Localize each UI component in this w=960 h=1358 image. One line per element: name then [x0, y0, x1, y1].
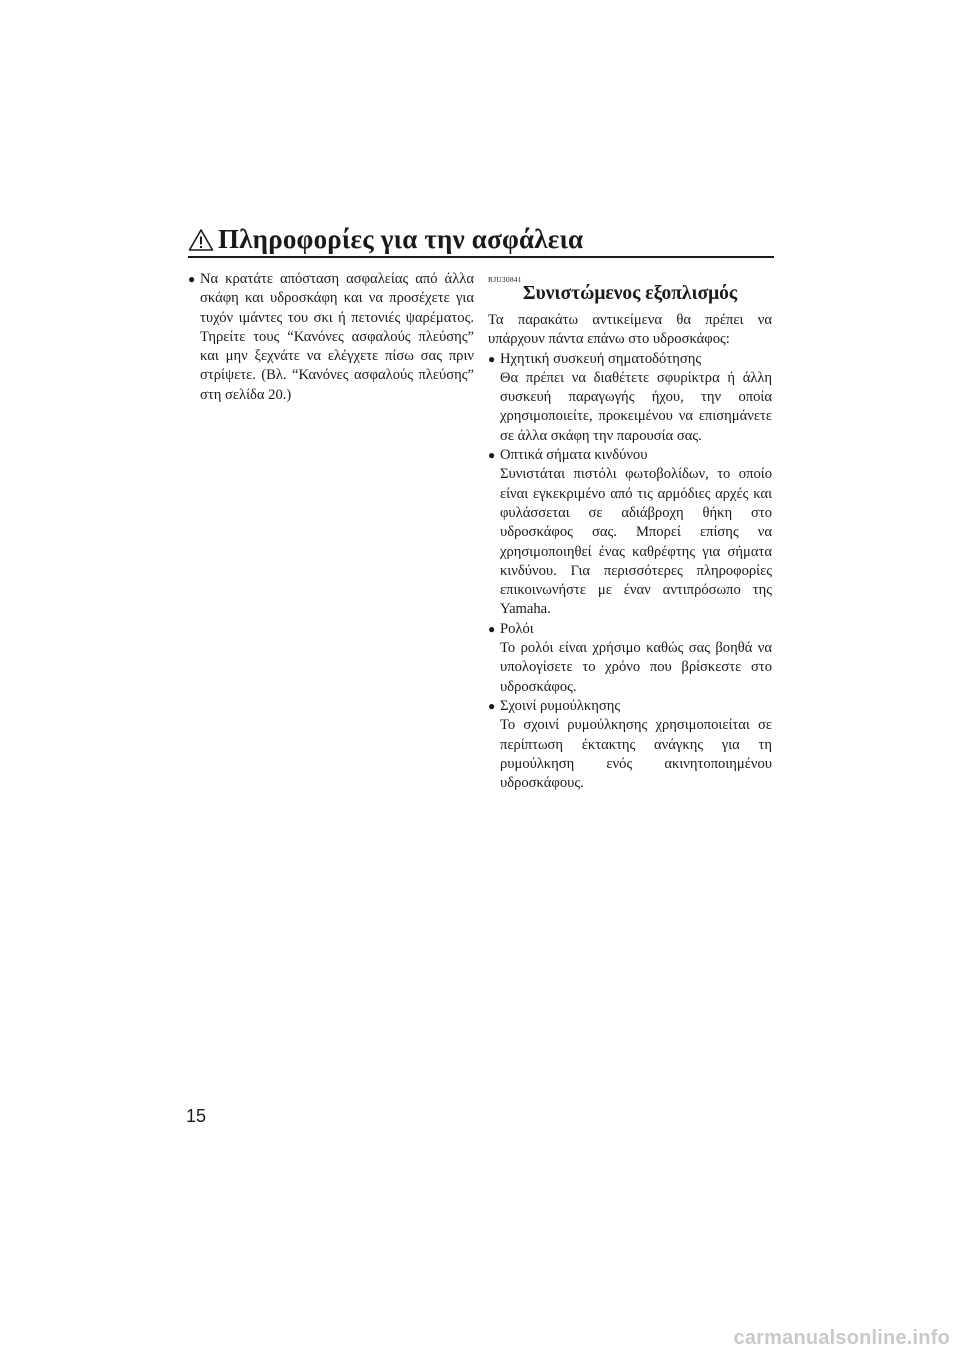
warning-triangle-icon	[188, 228, 214, 252]
bullet-icon: ●	[488, 698, 496, 713]
bullet-icon: ●	[488, 351, 496, 366]
equipment-item-watch	[488, 620, 772, 697]
item-title: Ηχητική συσκευή σηματοδότησης	[500, 350, 702, 367]
page-header	[188, 224, 774, 258]
equipment-item-tow-rope	[488, 697, 772, 793]
equipment-item-sound-device	[488, 350, 772, 446]
section-code: RJU30841	[488, 275, 522, 284]
page-title: Πληροφορίες για την ασφάλεια	[218, 224, 584, 254]
item-title: Ρολόι	[500, 620, 534, 637]
watermark: carmanualsonline.info	[733, 1327, 950, 1349]
section-intro: Τα παρακάτω αντικείμενα θα πρέπει να υπάρχουν πάντα επάνω στο υδροσκάφος:	[488, 312, 772, 348]
page-number: 15	[186, 1106, 207, 1126]
item-body: Συνιστάται πιστόλι φωτοβολίδων, το οποίο είναι εγκεκριμένο από τις αρμόδιες αρχές και φυλάσσεται σε αδιάβροχη θήκη στο υδροσκάφος σας. Μπορεί επίσης να χρησιμοποιηθεί ένας καθρέφτης για σήματα κινδύνου. Για περισσότερες πληροφορίες επικοινωνήστε με έναν αντιπρόσωπο της Yamaha.	[500, 466, 772, 618]
left-column	[188, 270, 474, 405]
right-column	[488, 275, 772, 793]
item-title: Σχοινί ρυμούλκησης	[500, 697, 621, 714]
item-body: Το σχοινί ρυμούλκησης χρησιμοποιείται σε περίπτωση έκτακτης ανάγκης για τη ρυμούλκηση ενός ακινητοποιημένου υδροσκάφους.	[500, 717, 772, 792]
bullet-icon: ●	[188, 272, 196, 286]
bullet-icon: ●	[488, 621, 496, 636]
header-divider	[188, 256, 774, 258]
section-title: Συνιστώμενος εξοπλισμός	[522, 283, 738, 304]
safety-distance-bullet	[188, 270, 474, 405]
bullet-icon: ●	[488, 448, 496, 463]
safety-distance-text: Να κρατάτε απόσταση ασφαλείας από άλλα σκάφη και υδροσκάφη και να προσέχετε για τυχόν ιμάντες του σκι ή πετονιές ψαρέματος. Τηρείτε τους “Κανόνες ασφαλούς πλεύσης” και μην ξεχνάτε να ελέγχετε πίσω σας πριν στρίψετε. (Βλ. “Κανόνες ασφαλούς πλεύσης” στη σελίδα 20.)	[200, 271, 474, 403]
equipment-item-distress-signals	[488, 446, 772, 620]
item-body: Το ρολόι είναι χρήσιμο καθώς σας βοηθά να υπολογίσετε το χρόνο που βρίσκεστε στο υδροσκάφος.	[500, 640, 772, 695]
item-title: Οπτικά σήματα κινδύνου	[500, 447, 648, 464]
item-body: Θα πρέπει να διαθέτετε σφυρίκτρα ή άλλη συσκευή παραγωγής ήχου, την οποία χρησιμοποιείτε, προκειμένου να επισημάνετε σε άλλα σκάφη την παρουσία σας.	[500, 369, 772, 444]
